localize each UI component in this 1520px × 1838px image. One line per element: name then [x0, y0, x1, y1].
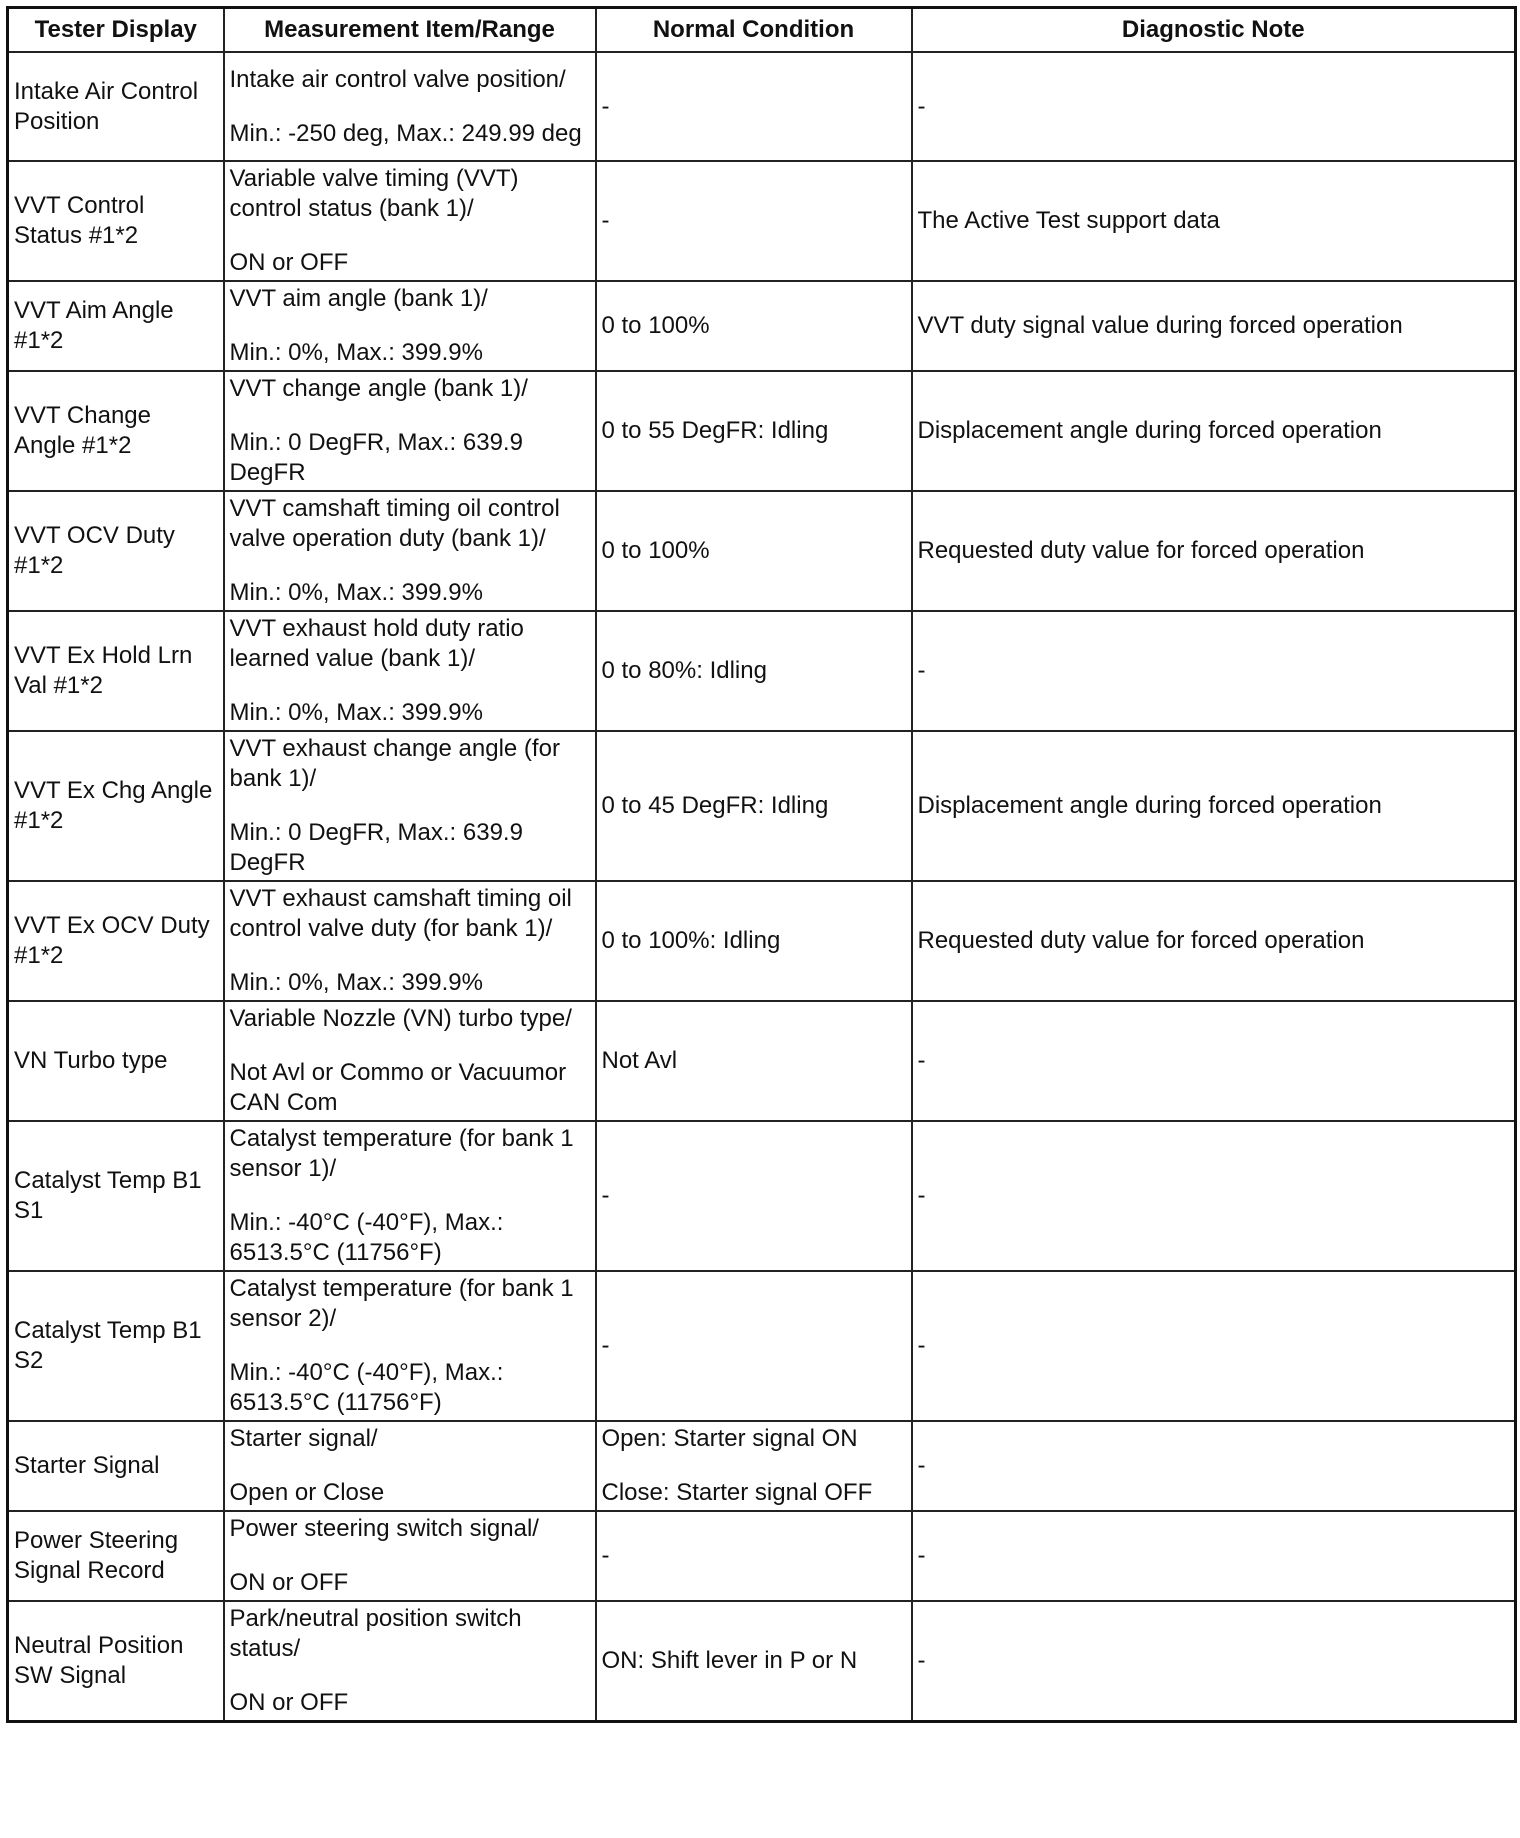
normal-condition-text: Open: Starter signal ON — [601, 1425, 858, 1452]
diagnostic-note-cell: - — [912, 1001, 1516, 1121]
measurement-item-cell — [224, 281, 596, 371]
table-row — [8, 1421, 1516, 1511]
normal-condition-text: ON: Shift lever in P or N — [601, 1647, 858, 1674]
normal-condition-cell — [596, 611, 912, 731]
table-row — [8, 491, 1516, 611]
measurement-range-text: Min.: 0 DegFR, Max.: 639.9 DegFR — [229, 819, 523, 876]
measurement-item-text: Park/neutral position switch status/ — [229, 1605, 522, 1662]
measurement-item-cell — [224, 161, 596, 281]
measurement-item-text: VVT camshaft timing oil control valve operation duty (bank 1)/ — [229, 495, 560, 552]
tester-display-cell: VVT Ex Hold Lrn Val #1*2 — [8, 611, 224, 731]
measurement-range-text: ON or OFF — [229, 1689, 349, 1716]
table-row — [8, 52, 1516, 161]
header-normal-condition: Normal Condition — [596, 8, 912, 53]
table-row — [8, 1121, 1516, 1271]
normal-condition-cell — [596, 52, 912, 161]
measurement-item-text: Power steering switch signal/ — [229, 1515, 539, 1542]
diagnostic-note-cell: - — [912, 1421, 1516, 1511]
tester-display-cell: VN Turbo type — [8, 1001, 224, 1121]
measurement-range-text: Min.: 0%, Max.: 399.9% — [229, 699, 483, 726]
normal-condition-text: Close: Starter signal OFF — [601, 1479, 873, 1506]
normal-condition-cell — [596, 1601, 912, 1722]
normal-condition-text: 0 to 45 DegFR: Idling — [601, 792, 829, 819]
measurement-range-text: Min.: 0%, Max.: 399.9% — [229, 579, 483, 606]
tester-display-cell: VVT Control Status #1*2 — [8, 161, 224, 281]
diagnostic-note-cell: - — [912, 1511, 1516, 1601]
normal-condition-text: 0 to 55 DegFR: Idling — [601, 417, 829, 444]
normal-condition-text: - — [601, 1182, 610, 1209]
table-body — [8, 52, 1516, 1722]
diagnostic-note-cell: Requested duty value for forced operation — [912, 881, 1516, 1001]
normal-condition-cell — [596, 161, 912, 281]
tester-display-cell: VVT OCV Duty #1*2 — [8, 491, 224, 611]
measurement-item-text: VVT exhaust camshaft timing oil control valve duty (for bank 1)/ — [229, 885, 572, 942]
tester-display-cell: Power Steering Signal Record — [8, 1511, 224, 1601]
normal-condition-cell — [596, 371, 912, 491]
measurement-item-cell — [224, 1121, 596, 1271]
measurement-item-cell — [224, 1271, 596, 1421]
normal-condition-cell — [596, 1121, 912, 1271]
measurement-range-text: Min.: -40°C (-40°F), Max.: 6513.5°C (11756°F) — [229, 1209, 504, 1266]
tester-display-cell: VVT Aim Angle #1*2 — [8, 281, 224, 371]
tester-display-cell: Starter Signal — [8, 1421, 224, 1511]
measurement-item-text: VVT aim angle (bank 1)/ — [229, 285, 488, 312]
normal-condition-cell — [596, 281, 912, 371]
measurement-range-text: ON or OFF — [229, 249, 349, 276]
table-row — [8, 1001, 1516, 1121]
measurement-item-cell — [224, 1421, 596, 1511]
data-list-table — [6, 6, 1517, 1723]
normal-condition-cell — [596, 1271, 912, 1421]
diagnostic-note-cell: Displacement angle during forced operation — [912, 371, 1516, 491]
measurement-item-text: VVT exhaust hold duty ratio learned value (bank 1)/ — [229, 615, 524, 672]
normal-condition-text: - — [601, 207, 610, 234]
normal-condition-text: - — [601, 92, 610, 120]
normal-condition-cell — [596, 491, 912, 611]
measurement-range-text: Min.: 0 DegFR, Max.: 639.9 DegFR — [229, 429, 523, 486]
header-diagnostic-note: Diagnostic Note — [912, 8, 1516, 53]
diagnostic-note-cell: - — [912, 1121, 1516, 1271]
measurement-item-cell — [224, 491, 596, 611]
diagnostic-note-cell: Requested duty value for forced operation — [912, 491, 1516, 611]
table-row — [8, 281, 1516, 371]
header-measurement-item: Measurement Item/Range — [224, 8, 596, 53]
normal-condition-text: Not Avl — [601, 1047, 678, 1074]
table-row — [8, 161, 1516, 281]
diagnostic-note-cell: VVT duty signal value during forced operation — [912, 281, 1516, 371]
normal-condition-text: 0 to 100%: Idling — [601, 927, 781, 954]
table-row — [8, 611, 1516, 731]
measurement-range-text: Min.: 0%, Max.: 399.9% — [229, 339, 483, 366]
measurement-item-text: Variable valve timing (VVT) control status (bank 1)/ — [229, 165, 519, 222]
measurement-item-cell — [224, 1511, 596, 1601]
normal-condition-cell — [596, 1001, 912, 1121]
table-row — [8, 1601, 1516, 1722]
measurement-range-text: Min.: -40°C (-40°F), Max.: 6513.5°C (11756°F) — [229, 1359, 504, 1416]
measurement-item-cell — [224, 52, 596, 161]
measurement-item-text: Catalyst temperature (for bank 1 sensor 1)/ — [229, 1125, 574, 1182]
measurement-range-text: Min.: 0%, Max.: 399.9% — [229, 969, 483, 996]
measurement-item-text: Starter signal/ — [229, 1425, 378, 1452]
normal-condition-text: 0 to 80%: Idling — [601, 657, 767, 684]
measurement-item-cell — [224, 1601, 596, 1722]
measurement-item-text: Variable Nozzle (VN) turbo type/ — [229, 1005, 572, 1032]
diagnostic-note-cell: The Active Test support data — [912, 161, 1516, 281]
diagnostic-note-cell: - — [912, 611, 1516, 731]
tester-display-cell: VVT Change Angle #1*2 — [8, 371, 224, 491]
tester-display-cell: Catalyst Temp B1 S2 — [8, 1271, 224, 1421]
diagnostic-note-cell: - — [912, 1601, 1516, 1722]
normal-condition-text: - — [601, 1542, 610, 1569]
measurement-item-text: Intake air control valve position/ — [229, 65, 566, 93]
diagnostic-note-cell: - — [912, 52, 1516, 161]
tester-display-cell: VVT Ex Chg Angle #1*2 — [8, 731, 224, 881]
measurement-item-cell — [224, 611, 596, 731]
measurement-range-text: Not Avl or Commo or Vacuumor CAN Com — [229, 1059, 567, 1116]
measurement-item-cell — [224, 731, 596, 881]
tester-display-cell: Neutral Position SW Signal — [8, 1601, 224, 1722]
table-row — [8, 371, 1516, 491]
table-row — [8, 1271, 1516, 1421]
diagnostic-note-cell: - — [912, 1271, 1516, 1421]
measurement-item-text: Catalyst temperature (for bank 1 sensor 2)/ — [229, 1275, 574, 1332]
measurement-range-text: ON or OFF — [229, 1569, 349, 1596]
normal-condition-cell — [596, 881, 912, 1001]
table-header-row — [8, 8, 1516, 53]
normal-condition-cell — [596, 1511, 912, 1601]
normal-condition-text: 0 to 100% — [601, 537, 710, 564]
normal-condition-cell — [596, 731, 912, 881]
measurement-item-cell — [224, 1001, 596, 1121]
diagnostic-note-cell: Displacement angle during forced operation — [912, 731, 1516, 881]
normal-condition-cell — [596, 1421, 912, 1511]
normal-condition-text: 0 to 100% — [601, 312, 710, 339]
tester-display-cell: VVT Ex OCV Duty #1*2 — [8, 881, 224, 1001]
tester-display-cell: Intake Air Control Position — [8, 52, 224, 161]
tester-display-cell: Catalyst Temp B1 S1 — [8, 1121, 224, 1271]
measurement-item-text: VVT change angle (bank 1)/ — [229, 375, 528, 402]
measurement-item-text: VVT exhaust change angle (for bank 1)/ — [229, 735, 560, 792]
measurement-range-text: Min.: -250 deg, Max.: 249.99 deg — [229, 119, 582, 147]
header-tester-display: Tester Display — [8, 8, 224, 53]
table-row — [8, 881, 1516, 1001]
normal-condition-text: - — [601, 1332, 610, 1359]
measurement-item-cell — [224, 371, 596, 491]
table-row — [8, 731, 1516, 881]
measurement-range-text: Open or Close — [229, 1479, 385, 1506]
table-row — [8, 1511, 1516, 1601]
measurement-item-cell — [224, 881, 596, 1001]
